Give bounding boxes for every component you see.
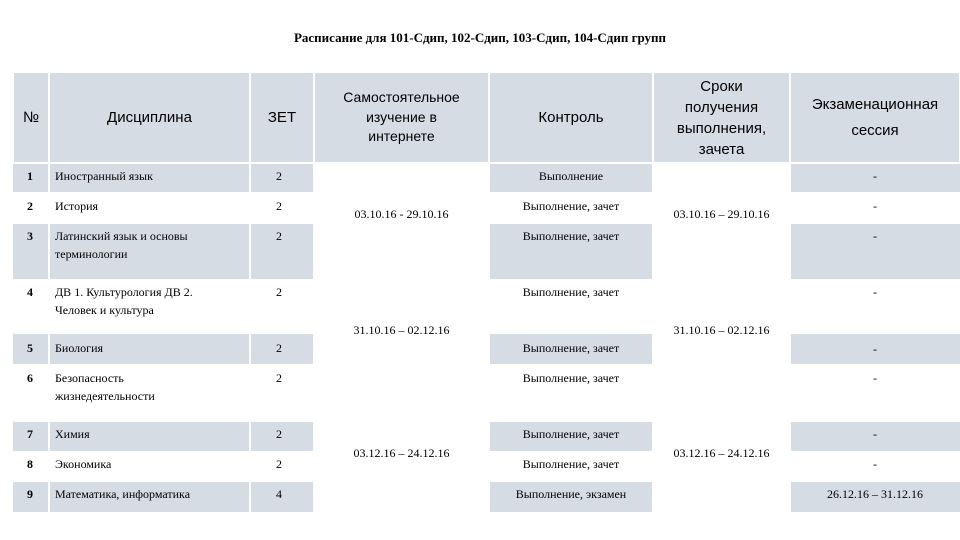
self-study-period-2: 31.10.16 – 02.12.16 bbox=[353, 323, 450, 337]
header-exam: Экзаменационная сессия bbox=[811, 96, 939, 139]
row-control: Выполнение, зачет bbox=[522, 457, 620, 471]
row-exam: - bbox=[873, 229, 877, 243]
row-zet: 2 bbox=[276, 457, 282, 471]
header-zet: ЗЕТ bbox=[267, 109, 297, 126]
row-control: Выполнение, зачет bbox=[522, 229, 620, 243]
header-discipline: Дисциплина bbox=[107, 109, 192, 126]
row-zet: 2 bbox=[276, 285, 282, 299]
row-exam: - bbox=[873, 199, 877, 213]
row-exam: - bbox=[873, 457, 877, 471]
row-zet: 2 bbox=[276, 169, 282, 183]
row-zet: 2 bbox=[276, 199, 282, 213]
row-control: Выполнение, зачет bbox=[522, 427, 620, 441]
row-zet: 2 bbox=[276, 229, 282, 243]
row-number: 9 bbox=[27, 487, 33, 501]
row-discipline: Безопасность жизнедеятельности bbox=[55, 371, 155, 403]
row-zet: 2 bbox=[276, 341, 282, 355]
col-sep bbox=[48, 164, 50, 512]
header-deadline: Сроки получения выполнения, зачета bbox=[676, 77, 767, 158]
row-exam: - bbox=[873, 427, 877, 441]
row-exam: - bbox=[873, 342, 877, 356]
deadline-period-1: 03.10.16 – 29.10.16 bbox=[673, 207, 770, 221]
row-number: 5 bbox=[27, 341, 33, 355]
row-control: Выполнение, зачет bbox=[522, 285, 620, 299]
row-zet: 4 bbox=[276, 487, 282, 501]
row-control: Выполнение bbox=[538, 169, 604, 183]
header-self-study: Самостоятельное изучение в интернете bbox=[343, 89, 460, 145]
row-discipline: Биология bbox=[55, 341, 104, 355]
row-zet: 2 bbox=[276, 371, 282, 385]
row-control: Выполнение, экзамен bbox=[515, 487, 627, 501]
header-num: № bbox=[22, 109, 40, 126]
header-control: Контроль bbox=[538, 109, 604, 126]
row-exam: - bbox=[873, 285, 877, 299]
row-discipline: Химия bbox=[55, 427, 90, 441]
row-discipline: Иностранный язык bbox=[55, 169, 153, 183]
col-sep bbox=[249, 164, 251, 512]
self-study-period-3: 03.12.16 – 24.12.16 bbox=[353, 446, 450, 460]
row-exam: - bbox=[873, 169, 877, 183]
row-discipline: ДВ 1. Культурология ДВ 2. Человек и культура bbox=[55, 285, 193, 317]
row-discipline: История bbox=[55, 199, 99, 213]
row-control: Выполнение, зачет bbox=[522, 371, 620, 385]
row-exam: - bbox=[873, 371, 877, 385]
page-title: Расписание для 101-Сдип, 102-Сдип, 103-Сдип, 104-Сдип групп bbox=[293, 30, 667, 45]
row-number: 8 bbox=[27, 457, 33, 471]
row-discipline: Математика, информатика bbox=[55, 487, 191, 501]
row-number: 6 bbox=[27, 371, 33, 385]
deadline-period-2: 31.10.16 – 02.12.16 bbox=[673, 323, 770, 337]
row-exam: 26.12.16 – 31.12.16 bbox=[827, 487, 923, 501]
row-number: 4 bbox=[27, 285, 33, 299]
row-control: Выполнение, зачет bbox=[522, 199, 620, 213]
row-number: 1 bbox=[27, 169, 33, 183]
row-discipline: Латинский язык и основы терминологии bbox=[55, 229, 188, 261]
deadline-period-3: 03.12.16 – 24.12.16 bbox=[673, 446, 770, 460]
row-control: Выполнение, зачет bbox=[522, 341, 620, 355]
row-number: 2 bbox=[27, 199, 33, 213]
row-number: 7 bbox=[27, 427, 33, 441]
self-study-period-1: 03.10.16 - 29.10.16 bbox=[354, 207, 449, 221]
row-number: 3 bbox=[27, 229, 33, 243]
row-zet: 2 bbox=[276, 427, 282, 441]
row-discipline: Экономика bbox=[55, 457, 112, 471]
schedule-table bbox=[13, 72, 960, 512]
